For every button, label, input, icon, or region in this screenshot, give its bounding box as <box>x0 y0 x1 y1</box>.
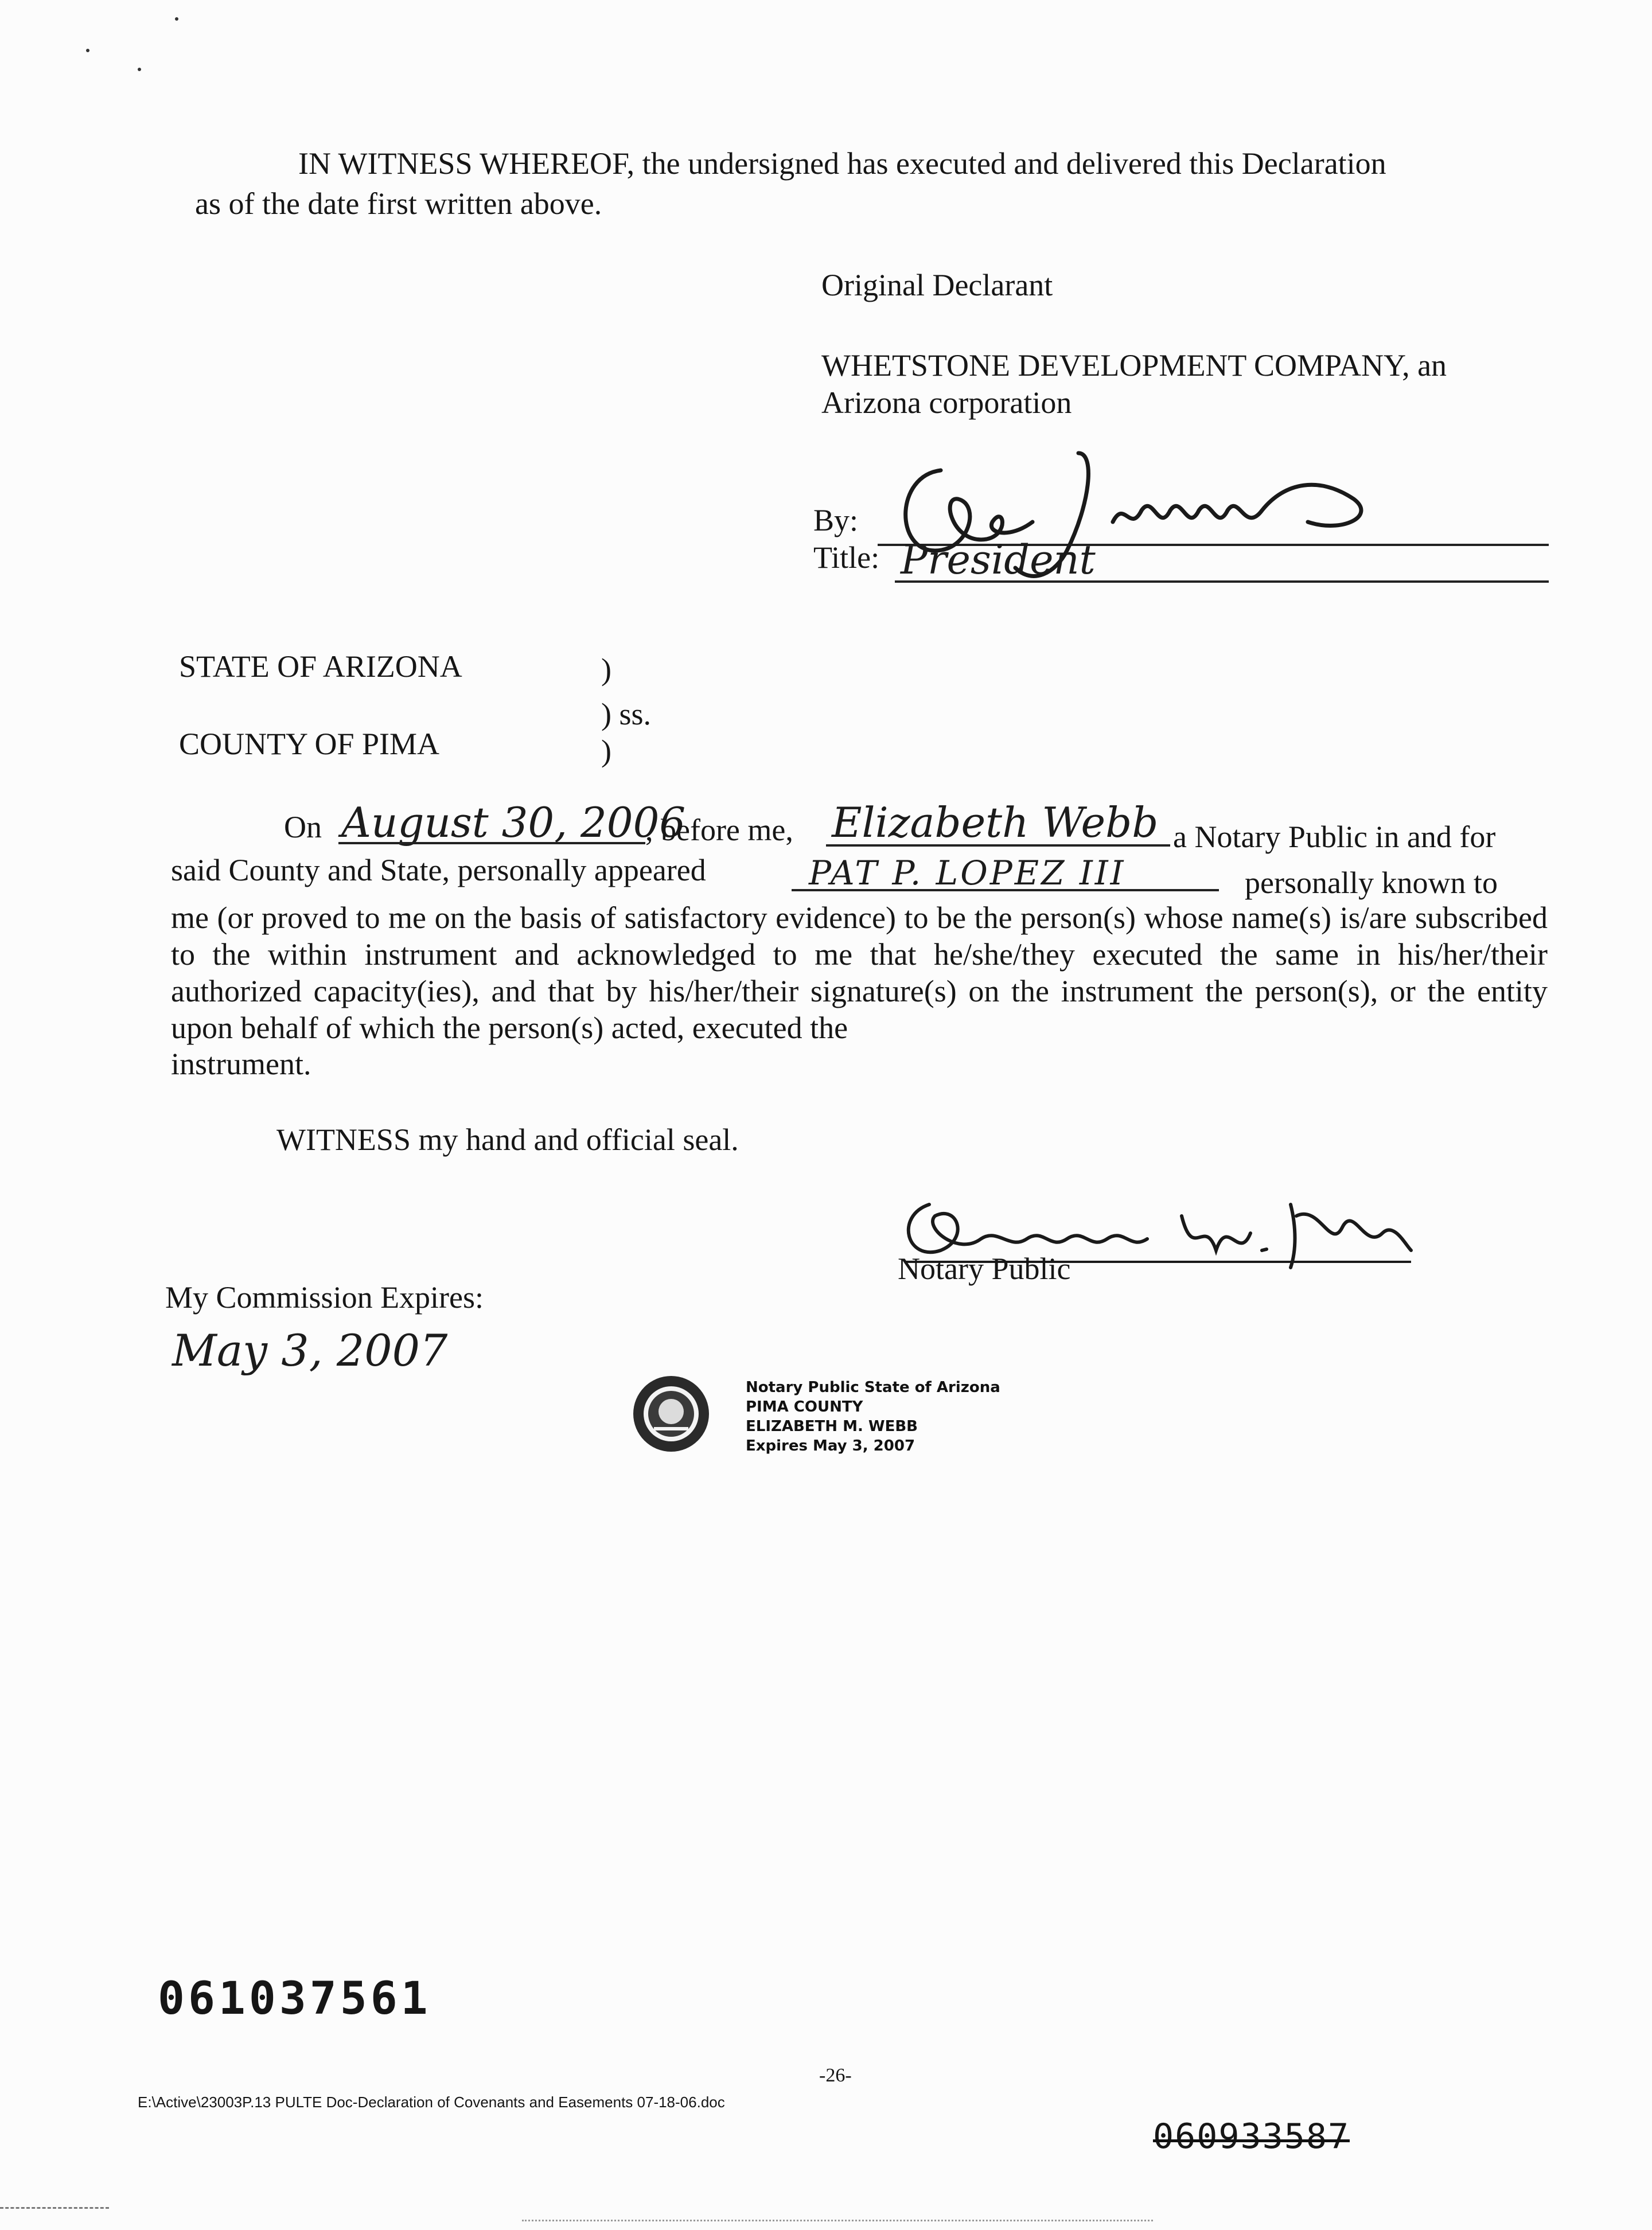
appeared-name-underline <box>792 889 1219 891</box>
venue-paren-bottom: ) <box>601 734 611 768</box>
struck-number <box>1153 2116 1350 2157</box>
acknowledgment-last-line: instrument. <box>171 1047 311 1081</box>
venue-ss: ) ss. <box>601 697 652 731</box>
scan-speck <box>138 68 141 71</box>
on-word: On <box>284 810 322 844</box>
date-underline <box>338 842 645 844</box>
notary-seal-emblem <box>631 1374 711 1454</box>
acknowledgment-body: me (or proved to me on the basis of satisfactory evidence) to be the person(s) whose name(s) is/are subscribed to the within instrument and acknowledged to me that he/she/they executed the same in his/her/their authorized capacity(ies), and that by his/her/their signature(s) on the instrument the person(s), or the entity upon behalf of which the person(s) acted, executed the <box>171 900 1548 1045</box>
seal-line-3: ELIZABETH M. WEBB <box>746 1418 918 1435</box>
footer-file-path: E:\Active\23003P.13 PULTE Doc-Declaration of Covenants and Easements 07-18-06.doc <box>138 2093 725 2111</box>
struck-number-text: 060933587 <box>1153 2116 1350 2157</box>
notary-public-text: a Notary Public in and for <box>1173 820 1496 854</box>
company-name-line1: WHETSTONE DEVELOPMENT COMPANY, an <box>821 348 1447 383</box>
notary-name-handwritten: Elizabeth Webb <box>832 798 1159 847</box>
seal-line-4: Expires May 3, 2007 <box>746 1437 915 1455</box>
company-name-line2: Arizona corporation <box>821 385 1072 420</box>
title-label: Title: <box>813 540 880 575</box>
appeared-suffix: personally known to <box>1245 866 1498 900</box>
acknowledgment-date: August 30, 2006 <box>341 798 686 847</box>
by-label: By: <box>813 503 859 537</box>
scan-artifact <box>522 2220 1153 2221</box>
seal-line-1: Notary Public State of Arizona <box>746 1379 1000 1396</box>
appeared-prefix: said County and State, personally appeared <box>171 853 706 887</box>
notary-name-underline <box>826 844 1170 847</box>
scan-speck <box>175 17 178 21</box>
witness-clause-line2: as of the date first written above. <box>195 186 602 221</box>
county-venue: COUNTY OF PIMA <box>179 727 440 761</box>
strike-line <box>1153 2139 1350 2142</box>
seal-line-2: PIMA COUNTY <box>746 1398 863 1416</box>
before-me-text: , before me, <box>645 813 793 847</box>
notary-public-label: Notary Public <box>898 1252 1071 1286</box>
scan-artifact <box>0 2207 109 2209</box>
commission-expires-label: My Commission Expires: <box>165 1280 484 1315</box>
state-venue: STATE OF ARIZONA <box>179 649 462 684</box>
original-declarant-label: Original Declarant <box>821 268 1053 302</box>
document-number: 061037561 <box>158 1973 431 2025</box>
appeared-name-handwritten: PAT P. LOPEZ III <box>809 853 1126 892</box>
commission-expiry-date: May 3, 2007 <box>172 1325 448 1376</box>
witness-seal-statement: WITNESS my hand and official seal. <box>276 1122 739 1157</box>
title-handwritten: President <box>901 536 1096 583</box>
notary-seal-text <box>746 1378 1000 1456</box>
venue-paren-top: ) <box>601 652 611 687</box>
scan-speck <box>86 49 89 52</box>
page-number: -26- <box>819 2065 852 2086</box>
witness-clause-line1: IN WITNESS WHEREOF, the undersigned has executed and delivered this Declaration <box>298 146 1386 181</box>
